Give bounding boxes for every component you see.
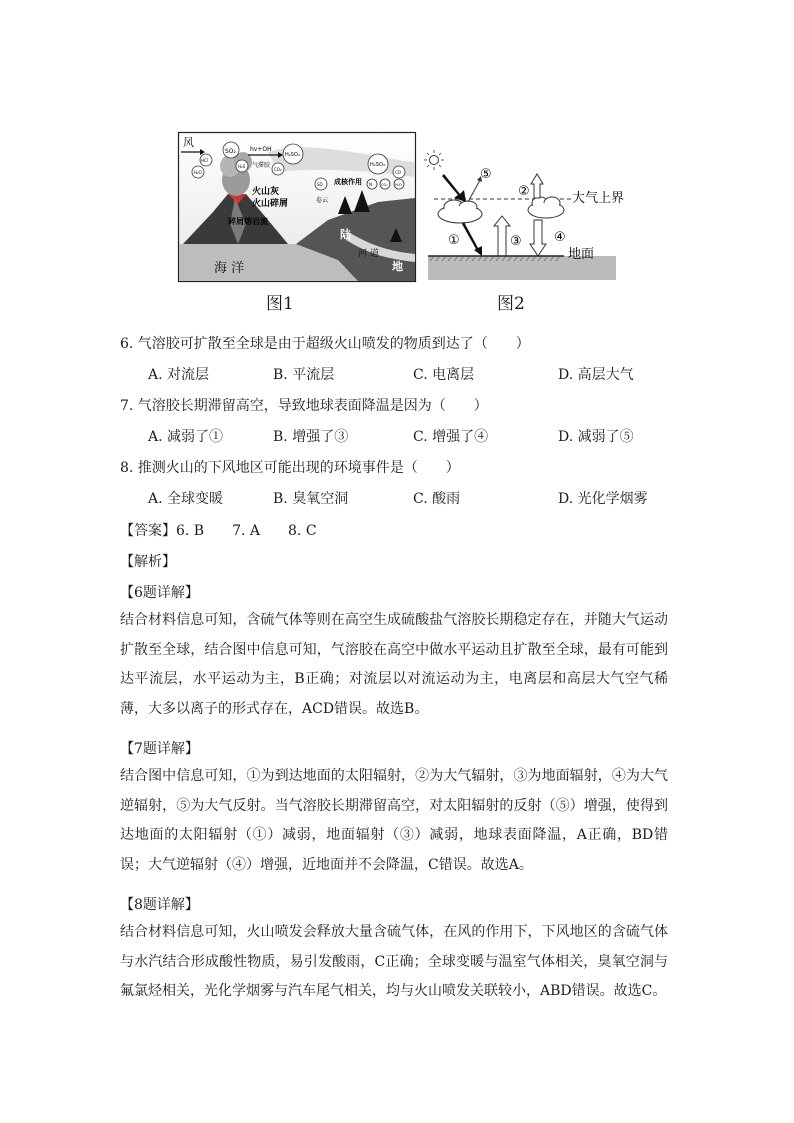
- answer-line: 【答案】6. B 7. A 8. C: [120, 523, 317, 539]
- cloud-label: 卷云: [316, 197, 329, 204]
- figure-2-caption: 图2: [497, 294, 525, 314]
- bubble-n: N: [369, 182, 372, 187]
- gas-retention-label: 气滞胶: [252, 162, 271, 169]
- label-1: ①: [448, 233, 460, 248]
- question-6-option-b: B. 平流层: [273, 367, 335, 383]
- question-7-option-b: B. 增强了③: [273, 429, 349, 445]
- wind-label: 风: [183, 136, 194, 149]
- question-7-option-d: D. 减弱了⑤: [558, 429, 634, 445]
- h2so4-label-a: H₂SO₄: [285, 152, 300, 158]
- atmosphere-top-label: 大气上界: [572, 191, 625, 206]
- figure-2-radiation-diagram: [424, 144, 625, 284]
- question-7-option-a: A. 减弱了①: [148, 429, 224, 445]
- question-8-option-c: C. 酸雨: [413, 491, 461, 507]
- label-5: ⑤: [480, 167, 492, 182]
- detail-6-text: 结合材料信息可知，含硫气体等则在高空生成硫酸盐气溶胶长期稳定存在，并随大气运动扩散至全球，结合图中信息可知，气溶胶在高空中做水平运动且扩散至全球，最有可能到达平流层，水平运动为主，B正确；对流层以对流运动为主，电离层和高层大气空气稀薄，大多以离子的形式存在，ACD错误。故选B。: [120, 612, 668, 717]
- sun-icon: [424, 150, 444, 170]
- hv-label: hv+OH: [250, 146, 272, 153]
- bubble-h2o-b: H₂O: [395, 183, 402, 187]
- cloud-left-icon: [438, 200, 482, 223]
- river-label: 河 道: [358, 249, 379, 259]
- label-3: ③: [510, 234, 522, 249]
- question-8-stem: 8. 推测火山的下风地区可能出现的环境事件是（ ）: [120, 460, 460, 476]
- bubble-co2-b: CO₂: [381, 183, 388, 187]
- question-6-option-a: A. 对流层: [148, 367, 210, 383]
- bubble-co: CO: [395, 170, 401, 175]
- question-7-stem: 7. 气溶胶长期滞留高空，导致地球表面降温是因为（ ）: [120, 398, 488, 414]
- question-6-stem: 6. 气溶胶可扩散至全球是由于超级火山喷发的物质到达了（ ）: [120, 336, 530, 352]
- bubble-h2s: H₂S: [238, 164, 246, 169]
- land-label-2: 地: [392, 260, 403, 273]
- ground-label: 地面: [568, 247, 595, 262]
- bubble-h2o: H₂O: [194, 170, 202, 175]
- detail-6-heading: 【6题详解】: [120, 585, 199, 601]
- label-2: ②: [518, 184, 530, 199]
- land-label-1: 陆: [340, 228, 351, 241]
- bubble-hcl: HCl: [201, 158, 208, 163]
- question-8-option-b: B. 臭氧空洞: [273, 491, 349, 507]
- question-6-option-d: D. 高层大气: [558, 367, 634, 383]
- label-4: ④: [554, 230, 566, 245]
- detail-8-text: 结合材料信息可知，火山喷发会释放大量含硫气体，在风的作用下，下风地区的含硫气体与水汽结合形成酸性物质，易引发酸雨，C正确；全球变暖与温室气体相关，臭氧空洞与氟氯烃相关，光化学烟雾与汽车尾气相关，均与火山喷发关联较小，ABD错误。故选C。: [120, 924, 668, 999]
- figure-1-caption: 图1: [266, 294, 294, 314]
- lava-label: 碎屑熔岩流: [228, 217, 268, 226]
- debris-label: 火山碎屑: [252, 199, 289, 209]
- ash-label: 火山灰: [252, 187, 280, 197]
- bubble-so: SO: [317, 182, 323, 187]
- question-7-option-c: C. 增强了④: [413, 429, 489, 445]
- detail-7-text: 结合图中信息可知，①为到达地面的太阳辐射，②为大气辐射，③为地面辐射，④为大气逆辐射，⑤为大气反射。当气溶胶长期滞留高空，对太阳辐射的反射（⑤）增强，使得到达地面的太阳辐射（①）减弱，地面辐射（③）减弱，地球表面降温，A正确，BD错误；大气逆辐射（④）增强，近地面并不会降温，C错误。故选A。: [120, 768, 668, 873]
- question-6-option-c: C. 电离层: [413, 367, 475, 383]
- figure-1-volcano-diagram: [178, 132, 416, 282]
- question-8-option-a: A. 全球变暖: [148, 491, 224, 507]
- question-8-option-d: D. 光化学烟雾: [558, 491, 648, 507]
- ocean-label: 海 洋: [214, 261, 245, 276]
- detail-8-heading: 【8题详解】: [120, 897, 199, 913]
- bubble-co2-a: CO₂: [274, 167, 282, 172]
- cloud-right-icon: [528, 197, 564, 218]
- h2so4-label-b: H₂SO₄: [370, 162, 385, 168]
- analysis-label: 【解析】: [120, 554, 176, 570]
- detail-7-heading: 【7题详解】: [120, 741, 199, 757]
- nucleation-label: 成核作用: [334, 178, 362, 186]
- so2-label: SO₂: [225, 148, 236, 155]
